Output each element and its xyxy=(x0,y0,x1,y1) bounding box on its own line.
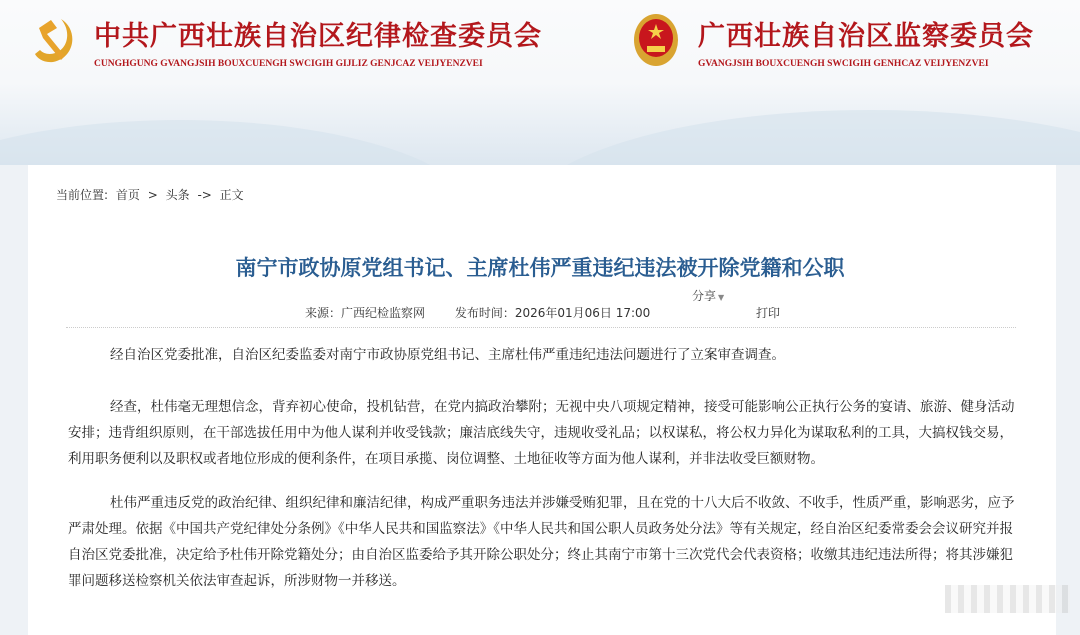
caret-down-icon: ▼ xyxy=(718,293,725,302)
breadcrumb xyxy=(56,186,248,203)
breadcrumb-separator: > xyxy=(147,188,158,202)
supervision-logo[interactable] xyxy=(630,12,1034,70)
breadcrumb-label: 当前位置: xyxy=(56,188,109,202)
divider xyxy=(66,327,1016,328)
watermark xyxy=(945,585,1070,613)
breadcrumb-separator: -> xyxy=(197,188,212,202)
share-dropdown[interactable] xyxy=(692,287,724,304)
print-button[interactable]: 打印 xyxy=(756,306,781,320)
breadcrumb-home[interactable]: 首页 xyxy=(115,188,140,202)
cpc-logo[interactable] xyxy=(28,12,542,70)
breadcrumb-current: 正文 xyxy=(219,188,244,202)
site-header xyxy=(0,0,1080,165)
article-meta xyxy=(305,304,676,321)
article-paragraph: 杜伟严重违反党的政治纪律、组织纪律和廉洁纪律，构成严重职务违法并涉嫌受贿犯罪，且在党的十八大后不收敛、不收手，性质严重，影响恶劣，应予严肃处理。依据《中国共产党纪律处分条例》《中华人民共和国监察法》《中华人民共和国公职人员政务处分法》等有关规定，经自治区纪委常委会会议研究并报自治区党委批准，决定给予杜伟开除党籍处分；由自治区监委给予其开除公职处分；终止其南宁市第十三次党代会代表资格；收缴其违纪违法所得；将其涉嫌犯罪问题移送检察机关依法审查起诉，所涉财物一并移送。 xyxy=(68,495,1015,589)
supervision-name-cn: 广西壮族自治区监察委员会 xyxy=(698,20,1034,52)
article-published: 发布时间：2026年01月06日 17:00 xyxy=(454,306,651,320)
article-source: 来源：广西纪检监察网 xyxy=(305,306,426,320)
article-paragraph: 经查，杜伟毫无理想信念，背弃初心使命，投机钻营，在党内搞政治攀附；无视中央八项规定精神，接受可能影响公正执行公务的宴请、旅游、健身活动安排；违背组织原则，在干部选拔任用中为他人谋利并收受钱款；廉洁底线失守，违规收受礼品；以权谋私，将公权力异化为谋取私利的工具，大搞权钱交易，利用职务便利以及职权或者地位形成的便利条件，在项目承揽、岗位调整、土地征收等方面为他人谋利，并非法收受巨额财物。 xyxy=(68,399,1015,467)
supervision-name-en: GVANGJSIH BOUXCUENGH SWCIGIH GENHCAZ VEIJYENZVEI xyxy=(698,58,989,69)
cpc-name-cn: 中共广西壮族自治区纪律检查委员会 xyxy=(94,20,542,52)
cpc-name-en: CUNGHGUNG GVANGJSIH BOUXCUENGH SWCIGIH GIJLIZ GENJCAZ VEIJYENZVEI xyxy=(94,58,483,69)
article-title: 南宁市政协原党组书记、主席杜伟严重违纪违法被开除党籍和公职 xyxy=(235,256,845,280)
national-emblem-icon xyxy=(630,12,682,70)
share-label: 分享 xyxy=(692,289,717,303)
article-paragraph: 经自治区党委批准，自治区纪委监委对南宁市政协原党组书记、主席杜伟严重违纪违法问题进行了立案审查调查。 xyxy=(110,347,785,363)
hammer-sickle-icon xyxy=(28,12,80,70)
breadcrumb-section[interactable]: 头条 xyxy=(165,188,190,202)
